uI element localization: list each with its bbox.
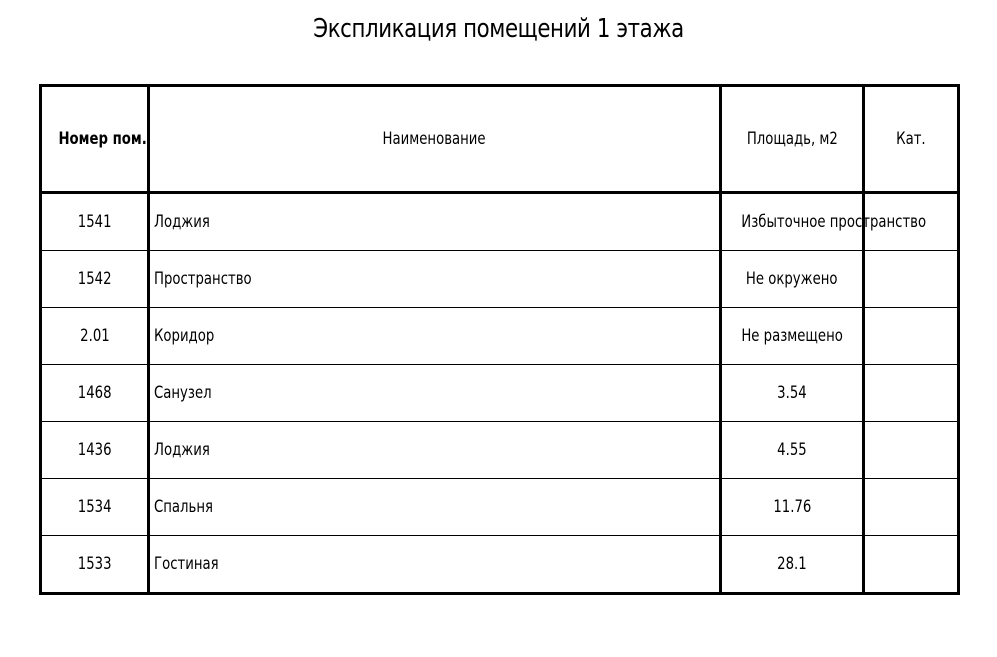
table-row	[41, 536, 959, 594]
room-name-cell: Гостиная	[149, 536, 721, 594]
column-header-area: Площадь, м2	[721, 86, 864, 193]
table-header-row	[41, 86, 959, 193]
room-category-cell	[864, 251, 959, 308]
room-area-cell: 11.76	[721, 479, 864, 536]
room-category-cell	[864, 479, 959, 536]
page-title: Экспликация помещений 1 этажа	[313, 14, 684, 44]
room-area-cell: Не размещено	[721, 308, 864, 365]
table-row	[41, 479, 959, 536]
room-area-cell: 3.54	[721, 365, 864, 422]
room-number-cell: 2.01	[41, 308, 149, 365]
room-number-cell: 1436	[41, 422, 149, 479]
room-area-cell: 28.1	[721, 536, 864, 594]
room-area-cell: Не окружено	[721, 251, 864, 308]
room-name-cell: Санузел	[149, 365, 721, 422]
column-header-number: Номер пом.	[41, 86, 149, 193]
room-category-cell	[864, 308, 959, 365]
room-name-cell: Лоджия	[149, 193, 721, 251]
column-header-category: Кат.	[864, 86, 959, 193]
table-row	[41, 422, 959, 479]
table-row	[41, 251, 959, 308]
room-schedule-table	[39, 84, 960, 595]
room-number-cell: 1533	[41, 536, 149, 594]
room-category-cell	[864, 365, 959, 422]
room-area-cell: 4.55	[721, 422, 864, 479]
room-number-cell: 1541	[41, 193, 149, 251]
room-name-cell: Лоджия	[149, 422, 721, 479]
room-number-cell: 1468	[41, 365, 149, 422]
room-number-cell: 1534	[41, 479, 149, 536]
table-row	[41, 193, 959, 251]
table-row	[41, 365, 959, 422]
room-area-cell: Избыточное пространство	[721, 193, 864, 251]
room-name-cell: Спальня	[149, 479, 721, 536]
room-category-cell	[864, 536, 959, 594]
room-name-cell: Пространство	[149, 251, 721, 308]
table-row	[41, 308, 959, 365]
column-header-name: Наименование	[149, 86, 721, 193]
room-category-cell	[864, 422, 959, 479]
room-name-cell: Коридор	[149, 308, 721, 365]
room-number-cell: 1542	[41, 251, 149, 308]
